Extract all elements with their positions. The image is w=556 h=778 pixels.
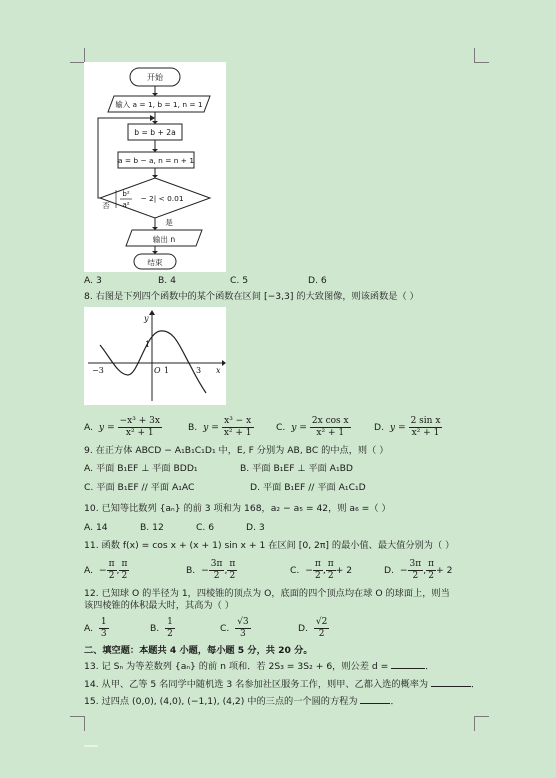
crop-mark-top-right xyxy=(474,48,489,63)
q8-option-c-fraction: $\frac{\text{2x cos x}}{\text{x² + 1}}$ xyxy=(311,416,349,438)
q8-option-d-fraction: $\frac{\text{2 sin x}}{\text{x² + 1}}$ xyxy=(410,416,441,438)
q9-option-c: C. 平面 B₁EF // 平面 A₁AC xyxy=(84,482,195,493)
q8-function-graph xyxy=(84,307,226,405)
q8-graph-one-y: 1 xyxy=(145,340,151,349)
q10-option-d: D. 3 xyxy=(246,522,265,533)
q13-text: 13. 记 Sₙ 为等差数列 {aₙ} 的前 n 项和．若 2S₃ = 3S₂ + 6，则公差 d = ． xyxy=(84,661,435,672)
q11-option-d: D. − $\frac{3\pi}{2}$ , $\frac{\pi}{2}$ + 2 xyxy=(384,559,453,581)
flow-input-label: 输入 a = 1, b = 1, n = 1 xyxy=(115,100,203,109)
flow-step2-label: a = b − a, n = n + 1 xyxy=(117,156,195,165)
q11-option-c: C. − $\frac{\pi}{2}$ , $\frac{\pi}{2}$ + 2 xyxy=(290,559,353,581)
q12-option-c: C. $\frac{√3}{3}$ xyxy=(220,617,249,639)
q12-text-line1: 12. 已知球 O 的半径为 1，四棱锥的顶点为 O，底面的四个顶点均在球 O 的球面上，则当 xyxy=(84,588,450,599)
page-footer-mark xyxy=(84,745,98,747)
q8-option-b: B. y = $\frac{\text{x³ − x}}{\text{x² + 1}}$ xyxy=(188,416,252,438)
flow-cond-rest: − 2| < 0.01 xyxy=(140,194,184,203)
q11-option-b: B. − $\frac{3\pi}{2}$ , $\frac{\pi}{2}$ xyxy=(186,559,236,581)
q12-option-b: B. $\frac{1}{2}$ xyxy=(150,617,173,639)
crop-mark-bottom-right xyxy=(474,716,489,731)
q7-option-c: C. 5 xyxy=(230,275,249,286)
q9-option-a: A. 平面 B₁EF ⊥ 平面 BDD₁ xyxy=(84,463,198,474)
q8-graph-one-x: 1 xyxy=(164,366,170,375)
q14-text: 14. 从甲、乙等 5 名同学中随机选 3 名参加社区服务工作，则甲、乙都入选的概率为 ． xyxy=(84,679,481,690)
flow-end-label: 结束 xyxy=(147,258,163,267)
q8-text: 8. 右图是下列四个函数中的某个函数在区间 [−3,3] 的大致图像，则该函数是（ ） xyxy=(84,291,419,302)
q7-option-b: B. 4 xyxy=(158,275,176,286)
q11-text: 11. 函数 f(x) = cos x + (x + 1) sin x + 1 在区间 [0, 2π] 的最小值、最大值分别为（ ） xyxy=(84,540,455,551)
section-2-heading: 二、填空题：本题共 4 小题，每小题 5 分，共 20 分。 xyxy=(84,645,313,656)
q10-option-a: A. 14 xyxy=(84,522,108,533)
crop-mark-top-left xyxy=(70,48,85,63)
flow-cond-a2: a² xyxy=(122,201,130,209)
q7-option-d: D. 6 xyxy=(308,275,327,286)
q11-option-a: A. − $\frac{\pi}{2}$ , $\frac{\pi}{2}$ xyxy=(84,559,128,581)
q15-text: 15. 过四点 (0,0), (4,0), (−1,1), (4,2) 中的三点的一个圆的方程为 ． xyxy=(84,696,400,707)
q10-option-c: C. 6 xyxy=(196,522,215,533)
q8-graph-neg3: −3 xyxy=(92,366,104,375)
flow-no-label: 否 xyxy=(102,201,110,210)
q8-option-a-fraction: $\frac{\text{−x³ + 3x}}{\text{x² + 1}}$ xyxy=(119,416,160,438)
q8-option-d: D. y = $\frac{\text{2 sin x}}{\text{x² + 1}}$ xyxy=(374,416,441,438)
flow-step1-label: b = b + 2a xyxy=(134,128,176,137)
q8-graph-pos3: 3 xyxy=(196,366,202,375)
q8-graph-y-label: y xyxy=(144,314,149,323)
q8-option-b-fraction: $\frac{\text{x³ − x}}{\text{x² + 1}}$ xyxy=(223,416,252,438)
q9-option-b: B. 平面 B₁EF ⊥ 平面 A₁BD xyxy=(240,463,353,474)
q8-option-c: C. y = $\frac{\text{2x cos x}}{\text{x² + 1}}$ xyxy=(276,416,349,438)
q12-text-line2: 该四棱锥的体积最大时，其高为（ ） xyxy=(84,600,234,611)
flow-yes-label: 是 xyxy=(165,218,173,227)
flow-start-label: 开始 xyxy=(147,73,163,82)
q7-option-a: A. 3 xyxy=(84,275,102,286)
q12-option-a: A. $\frac{1}{3}$ xyxy=(84,617,107,639)
flow-output-label: 输出 n xyxy=(152,235,176,244)
q8-graph-x-label: x xyxy=(216,366,221,375)
q8-option-a: A. y = $\frac{\text{−x³ + 3x}}{\text{x² + 1}}$ xyxy=(84,416,160,438)
crop-mark-bottom-left xyxy=(70,716,85,731)
flow-cond-b2: b² xyxy=(122,190,130,198)
flowchart-diagram xyxy=(84,62,226,272)
q9-option-d: D. 平面 B₁EF // 平面 A₁C₁D xyxy=(250,482,366,493)
flowchart-figure xyxy=(84,62,226,272)
q8-graph-origin: O xyxy=(154,366,161,375)
q9-text: 9. 在正方体 ABCD − A₁B₁C₁D₁ 中，E, F 分别为 AB, BC 的中点，则（ ） xyxy=(84,445,389,456)
q10-option-b: B. 12 xyxy=(140,522,164,533)
q10-text: 10. 已知等比数列 {aₙ} 的前 3 项和为 168，a₂ − a₅ = 42，则 a₆ =（ ） xyxy=(84,503,391,514)
q8-graph-figure xyxy=(84,307,226,405)
q12-option-d: D. $\frac{√2}{2}$ xyxy=(298,617,328,639)
